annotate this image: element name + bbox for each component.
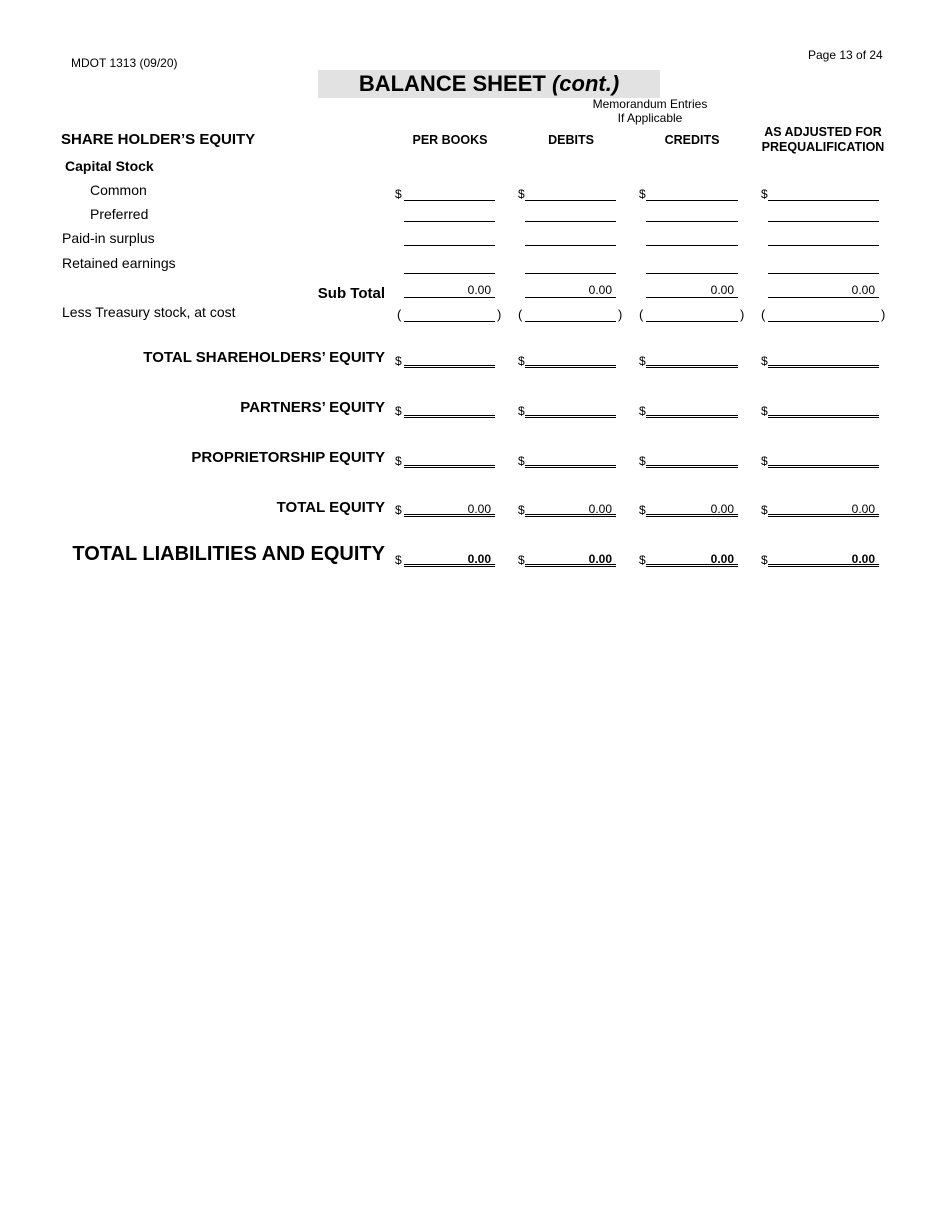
total-sh-equity-row-debits-field[interactable] [525,365,616,368]
common-row-per_books-dollar: $ [395,187,402,201]
label-common: Common [90,182,147,198]
partners-equity-row-adjusted-dollar: $ [761,404,768,418]
col-per-books: PER BOOKS [412,133,488,147]
subtotal-row-adjusted-value: 0.00 [851,283,875,297]
common-row-adjusted-field[interactable] [768,200,879,201]
paid-in-row-per_books-field[interactable] [404,245,495,246]
partners-equity-row-credits-dollar: $ [639,404,646,418]
treasury-row-adjusted-paren-open: ( [761,307,766,322]
partners-equity-row-adjusted-field[interactable] [768,415,879,418]
total-sh-equity-row-credits-field[interactable] [646,365,738,368]
total-equity-row-credits-dollar: $ [639,503,646,517]
treasury-row-per_books-paren-open: ( [397,307,402,322]
form-id: MDOT 1313 (09/20) [71,56,178,70]
label-total-equity: TOTAL EQUITY [276,499,385,516]
treasury-row-credits-paren-open: ( [639,307,644,322]
partners-equity-row-per_books-field[interactable] [404,415,495,418]
total-liabilities-equity-row-adjusted-value: 0.00 [851,552,875,566]
treasury-row-adjusted-field[interactable] [768,321,879,322]
common-row-debits-dollar: $ [518,187,525,201]
proprietorship-equity-row-debits-dollar: $ [518,454,525,468]
proprietorship-equity-row-credits-field[interactable] [646,465,738,468]
label-total-liabilities-equity: TOTAL LIABILITIES AND EQUITY [72,543,385,565]
treasury-row-debits-paren-close: ) [618,307,623,322]
treasury-row-credits-paren-close: ) [740,307,745,322]
paid-in-row-credits-field[interactable] [646,245,738,246]
label-total-sh-equity: TOTAL SHAREHOLDERS’ EQUITY [143,349,385,366]
retained-row-debits-field[interactable] [525,273,616,274]
memo-line-1: Memorandum Entries [592,97,708,111]
label-treasury: Less Treasury stock, at cost [62,304,236,320]
subtotal-row-per_books-value: 0.00 [467,283,491,297]
proprietorship-equity-row-adjusted-dollar: $ [761,454,768,468]
paid-in-row-debits-field[interactable] [525,245,616,246]
total-equity-row-debits-value: 0.00 [588,502,612,516]
label-preferred: Preferred [90,206,149,222]
subtotal-row-per_books-field[interactable] [404,297,495,298]
memo-note [590,97,710,125]
col-adjusted [758,125,888,155]
common-row-adjusted-dollar: $ [761,187,768,201]
retained-row-per_books-field[interactable] [404,273,495,274]
label-retained: Retained earnings [62,255,176,271]
proprietorship-equity-row-adjusted-field[interactable] [768,465,879,468]
common-row-debits-field[interactable] [525,200,616,201]
treasury-row-per_books-paren-close: ) [497,307,502,322]
page-number: Page 13 of 24 [808,48,883,62]
label-paid-in: Paid-in surplus [62,230,155,246]
total-sh-equity-row-adjusted-dollar: $ [761,354,768,368]
col-debits: DEBITS [548,133,594,147]
retained-row-credits-field[interactable] [646,273,738,274]
treasury-row-debits-paren-open: ( [518,307,523,322]
total-liabilities-equity-row-credits-value: 0.00 [710,552,734,566]
col-adjusted-line-2: PREQUALIFICATION [761,140,885,154]
total-liabilities-equity-row-per_books-value: 0.00 [467,552,491,566]
retained-row-adjusted-field[interactable] [768,273,879,274]
total-liabilities-equity-row-adjusted-dollar: $ [761,553,768,567]
page-title [318,70,660,98]
subtotal-row-credits-value: 0.00 [710,283,734,297]
proprietorship-equity-row-debits-field[interactable] [525,465,616,468]
title-cont: (cont.) [551,71,620,96]
subtotal-row-debits-value: 0.00 [588,283,612,297]
total-sh-equity-row-debits-dollar: $ [518,354,525,368]
common-row-per_books-field[interactable] [404,200,495,201]
preferred-row-debits-field[interactable] [525,221,616,222]
total-sh-equity-row-per_books-field[interactable] [404,365,495,368]
label-proprietorship-equity: PROPRIETORSHIP EQUITY [191,449,385,466]
common-row-credits-field[interactable] [646,200,738,201]
total-sh-equity-row-adjusted-field[interactable] [768,365,879,368]
label-partners-equity: PARTNERS’ EQUITY [240,399,385,416]
total-equity-row-adjusted-dollar: $ [761,503,768,517]
total-equity-row-adjusted-value: 0.00 [851,502,875,516]
total-sh-equity-row-credits-dollar: $ [639,354,646,368]
treasury-row-credits-field[interactable] [646,321,738,322]
total-equity-row-credits-value: 0.00 [710,502,734,516]
total-equity-row-per_books-value: 0.00 [467,502,491,516]
paid-in-row-adjusted-field[interactable] [768,245,879,246]
total-liabilities-equity-row-debits-value: 0.00 [588,552,612,566]
total-liabilities-equity-row-debits-dollar: $ [518,553,525,567]
common-row-credits-dollar: $ [639,187,646,201]
label-subtotal: Sub Total [317,285,385,302]
preferred-row-credits-field[interactable] [646,221,738,222]
treasury-row-per_books-field[interactable] [404,321,495,322]
proprietorship-equity-row-per_books-field[interactable] [404,465,495,468]
col-adjusted-line-1: AS ADJUSTED FOR [764,125,882,139]
total-sh-equity-row-per_books-dollar: $ [395,354,402,368]
col-credits: CREDITS [664,133,720,147]
total-equity-row-debits-dollar: $ [518,503,525,517]
preferred-row-per_books-field[interactable] [404,221,495,222]
subtotal-row-credits-field[interactable] [646,297,738,298]
partners-equity-row-credits-field[interactable] [646,415,738,418]
title-main: BALANCE SHEET [358,71,546,96]
section-heading: SHARE HOLDER’S EQUITY [61,131,256,148]
total-liabilities-equity-row-credits-dollar: $ [639,553,646,567]
treasury-row-adjusted-paren-close: ) [881,307,886,322]
total-equity-row-per_books-dollar: $ [395,503,402,517]
treasury-row-debits-field[interactable] [525,321,616,322]
memo-line-2: If Applicable [617,111,683,125]
subtotal-row-debits-field[interactable] [525,297,616,298]
partners-equity-row-debits-field[interactable] [525,415,616,418]
proprietorship-equity-row-credits-dollar: $ [639,454,646,468]
partners-equity-row-per_books-dollar: $ [395,404,402,418]
preferred-row-adjusted-field[interactable] [768,221,879,222]
subtotal-row-adjusted-field[interactable] [768,297,879,298]
proprietorship-equity-row-per_books-dollar: $ [395,454,402,468]
total-liabilities-equity-row-per_books-dollar: $ [395,553,402,567]
partners-equity-row-debits-dollar: $ [518,404,525,418]
label-capital-stock: Capital Stock [65,158,154,174]
